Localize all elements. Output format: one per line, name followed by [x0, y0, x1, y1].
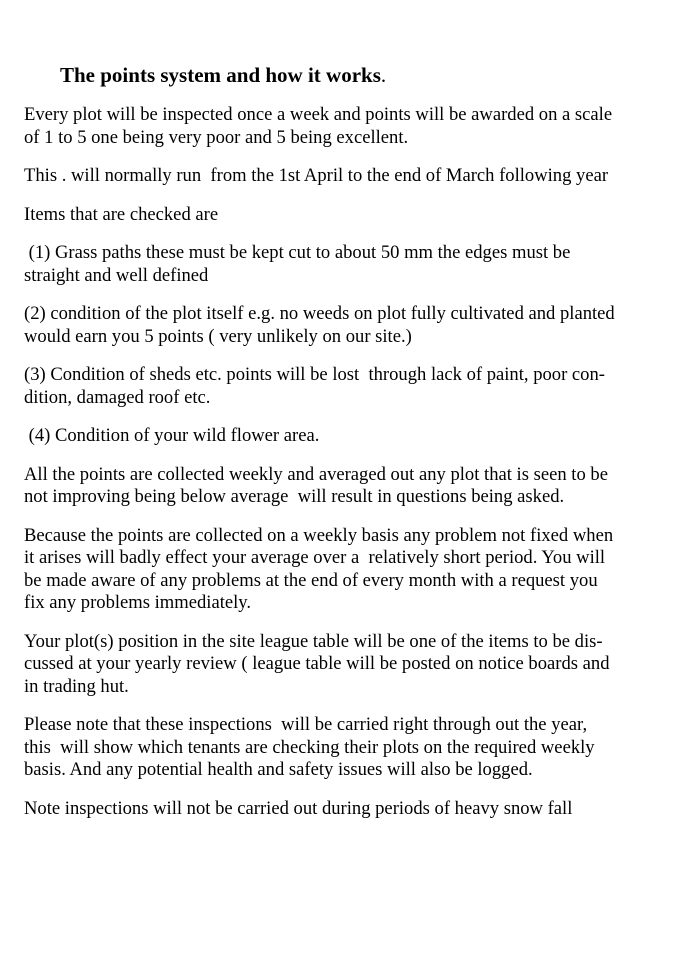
paragraph-averaging: All the points are collected weekly and averaged out any plot that is seen to be not improving being below average will result in questions being asked.: [24, 463, 608, 507]
paragraph-items-intro: Items that are checked are: [24, 203, 219, 225]
paragraph-item-wild-flower: (4) Condition of your wild flower area.: [24, 425, 320, 446]
paragraph-league-table: Your plot(s) position in the site league table will be one of the items to be dis- cussed at your yearly review ( league table will be posted on notice boards and in trading hut.: [24, 630, 610, 697]
paragraph-item-plot-condition: (2) condition of the plot itself e.g. no weeds on plot fully cultivated and planted would earn you 5 points ( very unlikely on our site.): [24, 303, 615, 347]
paragraph-item-grass-paths: (1) Grass paths these must be kept cut to about 50 mm the edges must be straight and well defined: [24, 242, 571, 286]
paragraph-run-period: This . will normally run from the 1st April to the end of March following year: [24, 165, 609, 186]
paragraph-year-round: Please note that these inspections will be carried right through out the year, this will show which tenants are checking their plots on the required weekly basis. And any potential health and safety issues will also be logged.: [24, 714, 595, 780]
paragraph-item-sheds: (3) Condition of sheds etc. points will be lost through lack of paint, poor con- dition, damaged roof etc.: [24, 364, 605, 408]
paragraph-weekly-basis: Because the points are collected on a weekly basis any problem not fixed when it arises will badly effect your average over a relatively short period. You will be made aware of any problems at the end of every month with a request you fix any problems immediately.: [24, 524, 614, 613]
title-text: The points system and how it works: [60, 63, 381, 87]
document-page: [24, 60, 654, 836]
paragraph-snow-note: Note inspections will not be carried out during periods of heavy snow fall: [24, 797, 573, 819]
document-title: [60, 60, 654, 90]
paragraph-inspection-scale: Every plot will be inspected once a week and points will be awarded on a scale of 1 to 5 one being very poor and 5 being excellent.: [24, 104, 613, 148]
title-period: .: [380, 63, 387, 87]
